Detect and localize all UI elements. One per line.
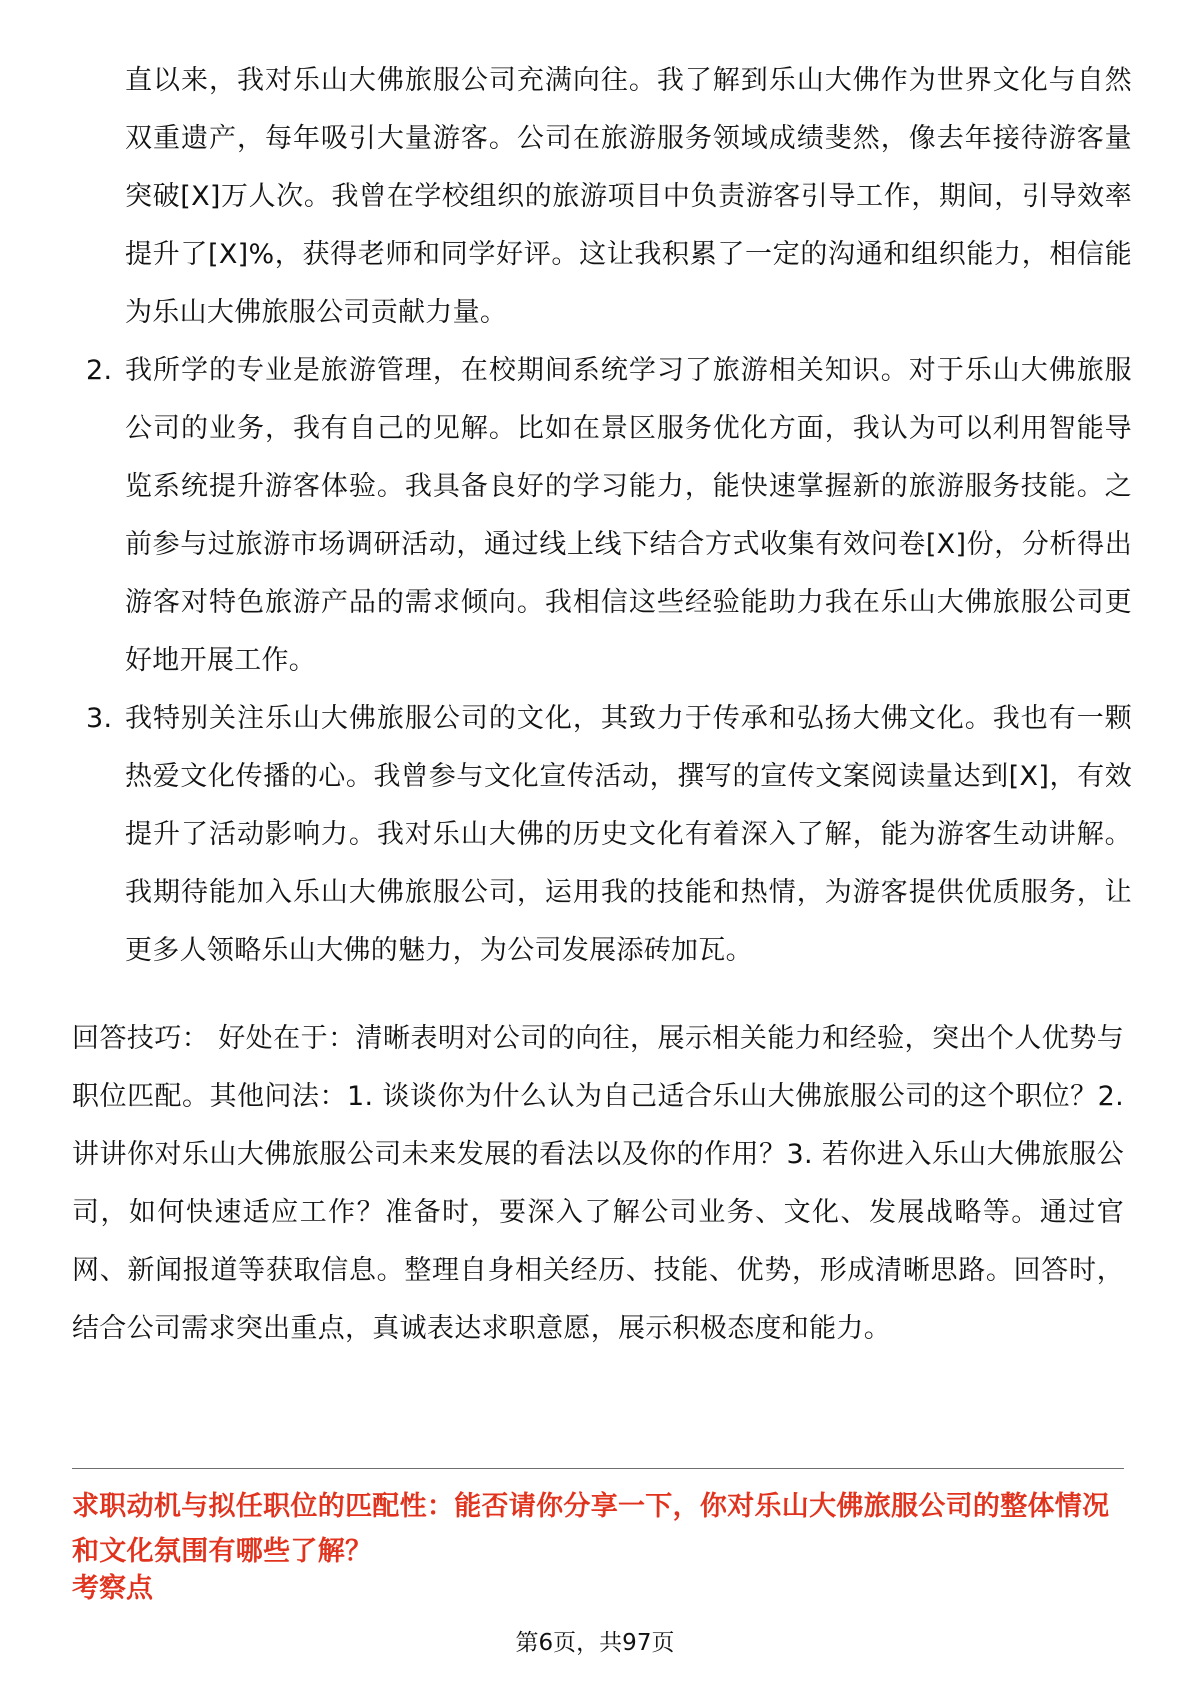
answer-tips-paragraph: 回答技巧： 好处在于：清晰表明对公司的向往，展示相关能力和经验，突出个人优势与职位匹配。其他问法：1. 谈谈你为什么认为自己适合乐山大佛旅服公司的这个职位？2. 讲讲你对乐山大佛旅服公司未来发展的看法以及你的作用？3. 若你进入乐山大佛旅服公司，如何快速适应工作？准备时，要深入了解公司业务、文化、发展战略等。通过官网、新闻报道等获取信息。整理自身相关经历、技能、优势，形成清晰思路。回答时，结合公司需求突出重点，真诚表达求职意愿，展示积极态度和能力。 (72, 1023, 1124, 1344)
page-footer: 第6页，共97页 (515, 1630, 675, 1656)
exam-point-heading: 考察点 (72, 1573, 153, 1604)
list-item-number: 3. (86, 703, 113, 734)
list-item-number: 2. (86, 355, 113, 386)
list-item (72, 690, 1132, 980)
list-item (72, 342, 1132, 690)
section-divider (72, 1468, 1124, 1469)
list-item-text: 我所学的专业是旅游管理，在校期间系统学习了旅游相关知识。对于乐山大佛旅服公司的业务，我有自己的见解。比如在景区服务优化方面，我认为可以利用智能导览系统提升游客体验。我具备良好的学习能力，能快速掌握新的旅游服务技能。之前参与过旅游市场调研活动，通过线上线下结合方式收集有效问卷[X]份，分析得出游客对特色旅游产品的需求倾向。我相信这些经验能助力我在乐山大佛旅服公司更好地开展工作。 (125, 355, 1132, 676)
question-heading: 求职动机与拟任职位的匹配性：能否请你分享一下，你对乐山大佛旅服公司的整体情况和文化氛围有哪些了解？ (72, 1491, 1110, 1567)
list-item-text: 我特别关注乐山大佛旅服公司的文化，其致力于传承和弘扬大佛文化。我也有一颗热爱文化传播的心。我曾参与文化宣传活动，撰写的宣传文案阅读量达到[X]，有效提升了活动影响力。我对乐山大佛的历史文化有着深入了解，能为游客生动讲解。我期待能加入乐山大佛旅服公司，运用我的技能和热情，为游客提供优质服务，让更多人领略乐山大佛的魅力，为公司发展添砖加瓦。 (125, 703, 1132, 966)
list-item (72, 52, 1132, 342)
answer-list (72, 52, 1132, 980)
list-item-text: 直以来，我对乐山大佛旅服公司充满向往。我了解到乐山大佛作为世界文化与自然双重遗产，每年吸引大量游客。公司在旅游服务领域成绩斐然，像去年接待游客量突破[X]万人次。我曾在学校组织的旅游项目中负责游客引导工作，期间，引导效率提升了[X]%，获得老师和同学好评。这让我积累了一定的沟通和组织能力，相信能为乐山大佛旅服公司贡献力量。 (125, 65, 1132, 328)
